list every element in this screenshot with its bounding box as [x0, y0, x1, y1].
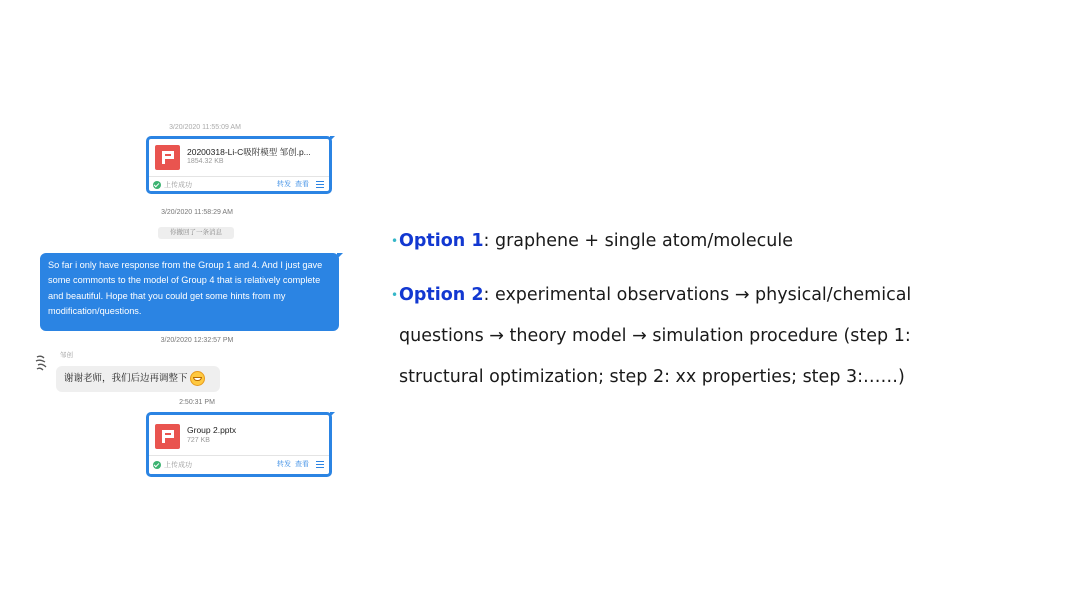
check-icon: [153, 181, 161, 189]
upload-status-text: 上传成功: [164, 182, 192, 189]
sender-name: 邹创: [60, 352, 73, 359]
file-size: 1854.32 KB: [187, 158, 224, 165]
user-avatar-icon[interactable]: [34, 355, 48, 374]
upload-status: [153, 460, 192, 470]
message-bubble-outgoing: [40, 253, 339, 331]
file-actions: [277, 179, 324, 189]
divider: [149, 455, 329, 456]
menu-icon[interactable]: [316, 461, 324, 468]
upload-status-text: 上传成功: [164, 462, 192, 469]
option-text: : graphene + single atom/molecule: [483, 231, 793, 251]
timestamp: 2:50:31 PM: [179, 399, 215, 406]
message-text: So far i only have response from the Group 1 and 4. And I just gave some commonts to the model of Group 4 that is relatively complete and beautiful. Hope that you could get some hints from my modification/questions.: [48, 260, 323, 316]
recall-notice: 你撤回了一条消息: [158, 227, 234, 239]
message-bubble-incoming: [56, 366, 220, 392]
upload-status: [153, 180, 192, 190]
bullet-option-2: [391, 279, 999, 393]
timestamp: 3/20/2020 12:32:57 PM: [160, 337, 234, 344]
ppt-file-icon: [155, 424, 180, 449]
view-link[interactable]: 查看: [295, 181, 309, 188]
divider: [149, 176, 329, 177]
ppt-file-icon: [155, 145, 180, 170]
forward-link[interactable]: 转发: [277, 181, 291, 188]
file-size: 727 KB: [187, 437, 210, 444]
option-line: [399, 279, 999, 311]
grin-emoji-icon: [190, 371, 205, 386]
message-text: 谢谢老师，我们后边再调整下: [64, 373, 188, 384]
bubble-corner: [337, 253, 343, 259]
option-label: Option 1: [399, 231, 484, 251]
option-line: questions → theory model → simulation procedure (step 1:: [399, 326, 911, 346]
bullet-dot: •: [391, 234, 399, 248]
option-text: : experimental observations → physical/chemical: [483, 285, 912, 305]
file-name: Group 2.pptx: [187, 425, 237, 435]
option-label: Option 2: [399, 285, 484, 305]
option-line: structural optimization; step 2: xx properties; step 3:……): [399, 367, 905, 387]
bubble-corner: [330, 136, 335, 141]
menu-icon[interactable]: [316, 181, 324, 188]
chat-screenshot: [0, 0, 360, 607]
bubble-corner: [330, 412, 335, 417]
forward-link[interactable]: 转发: [277, 461, 291, 468]
file-card-2[interactable]: [146, 412, 332, 477]
check-icon: [153, 461, 161, 469]
file-card-1[interactable]: [146, 136, 332, 194]
file-actions: [277, 459, 324, 469]
timestamp-partial: 3/20/2020 11:55:09 AM: [169, 124, 241, 130]
timestamp: 3/20/2020 11:58:29 AM: [161, 209, 233, 216]
bullet-dot: •: [391, 288, 399, 302]
view-link[interactable]: 查看: [295, 461, 309, 468]
bullet-option-1: [391, 225, 793, 257]
file-name: 20200318-Li-C吸附模型 邹创.p...: [187, 147, 311, 157]
